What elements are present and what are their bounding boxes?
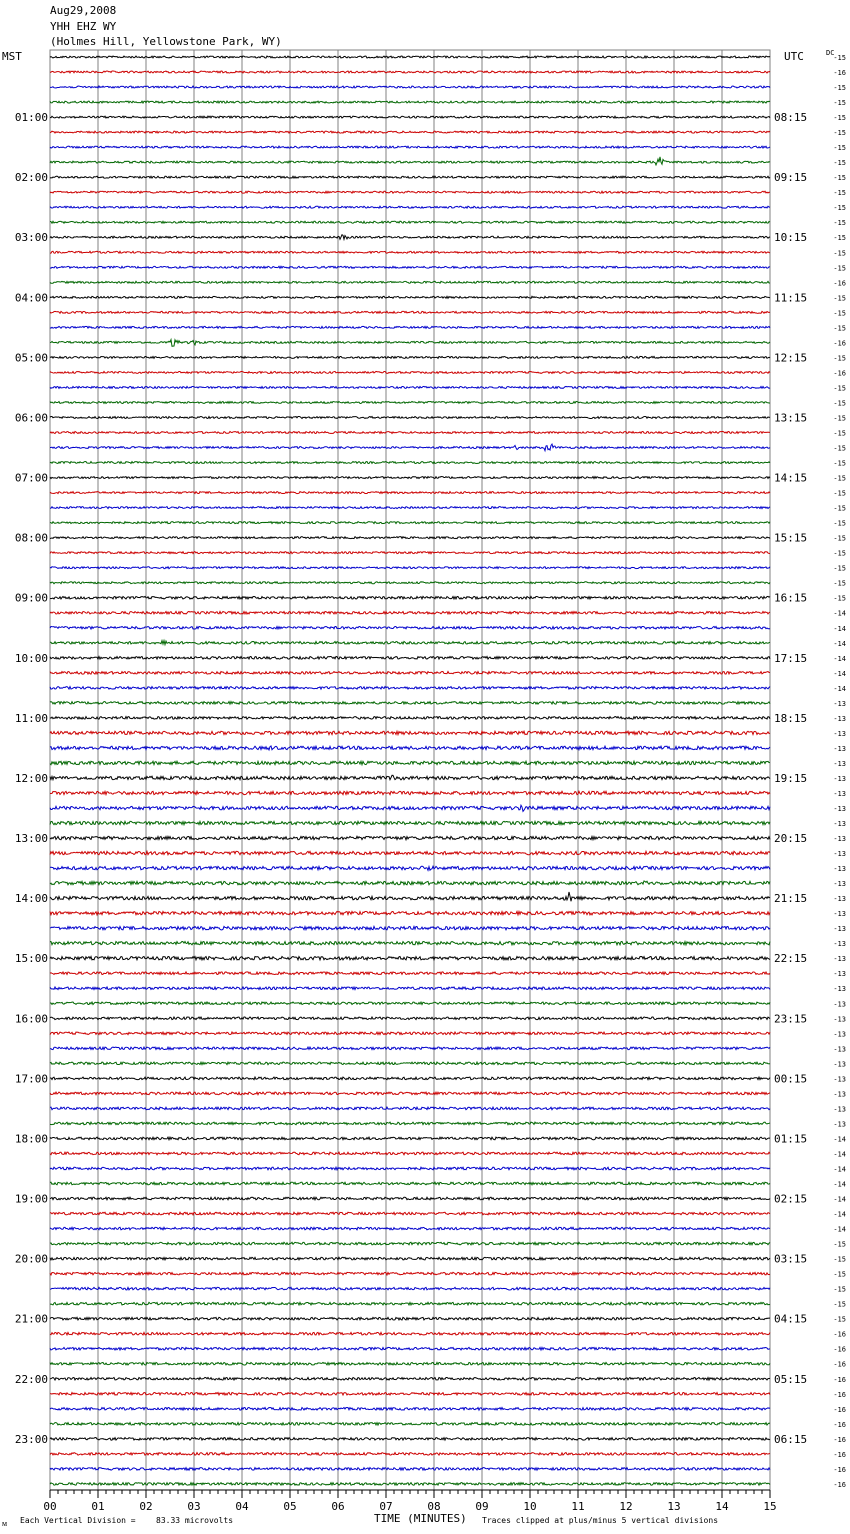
trace-3: [50, 101, 770, 103]
trace-51: [50, 821, 770, 824]
dc-offset-label: -13: [833, 699, 846, 708]
trace-57: [50, 911, 770, 914]
clip-note: Traces clipped at plus/minus 5 vertical divisions: [482, 1516, 719, 1525]
dc-offset-label: -15: [833, 489, 846, 498]
right-hour-label: 01:15: [774, 1132, 808, 1146]
dc-offset-label: -15: [833, 249, 846, 258]
left-hour-label: 03:00: [14, 231, 48, 245]
x-tick-label: 13: [667, 1500, 681, 1513]
trace-6: [50, 146, 770, 148]
trace-68: [50, 1077, 770, 1080]
trace-27: [50, 462, 770, 464]
dc-offset-label: -14: [833, 1180, 846, 1189]
right-hour-label: 15:15: [774, 531, 808, 545]
trace-46: [50, 746, 770, 750]
dc-offset-label: -14: [833, 654, 846, 663]
dc-offset-label: -16: [833, 1450, 846, 1459]
trace-82: [50, 1287, 770, 1290]
dc-offset-label: -16: [833, 1345, 846, 1354]
dc-offset-label: -13: [833, 895, 846, 904]
trace-89: [50, 1392, 770, 1395]
trace-86: [50, 1347, 770, 1350]
trace-56: [50, 892, 770, 901]
dc-offset-label: -15: [833, 519, 846, 528]
dc-offset-label: -15: [833, 54, 846, 62]
trace-28: [50, 477, 770, 479]
dc-offset-label: -15: [833, 414, 846, 423]
trace-74: [50, 1167, 770, 1170]
dc-offset-label: -15: [833, 144, 846, 153]
dc-offset-label: -15: [833, 174, 846, 183]
x-tick-label: 11: [571, 1500, 585, 1513]
left-hour-label: 07:00: [14, 471, 48, 485]
dc-offset-label: -15: [833, 1315, 846, 1324]
dc-offset-label: -15: [833, 1240, 846, 1249]
right-hour-label: 13:15: [774, 411, 808, 425]
dc-offset-label: -15: [833, 189, 846, 198]
dc-offset-label: -13: [833, 850, 846, 859]
right-hour-label: 16:15: [774, 591, 808, 605]
dc-offset-label: -14: [833, 684, 846, 693]
dc-offset-label: -16: [833, 1375, 846, 1384]
right-hour-label: 17:15: [774, 651, 808, 665]
scale-value: 83.33 microvolts: [156, 1516, 234, 1525]
right-hour-label: 03:15: [774, 1252, 808, 1266]
left-hour-label: 04:00: [14, 291, 48, 305]
dc-offset-header: DC: [826, 49, 835, 57]
dc-offset-label: -15: [833, 549, 846, 558]
x-tick-label: 01: [91, 1500, 105, 1513]
trace-48: [50, 775, 770, 780]
right-timezone-label: UTC: [784, 50, 804, 63]
left-hour-label: 10:00: [14, 651, 48, 665]
dc-offset-label: -16: [833, 339, 846, 348]
trace-19: [50, 340, 770, 347]
dc-offset-label: -14: [833, 639, 846, 648]
trace-85: [50, 1332, 770, 1335]
left-hour-label: 08:00: [14, 531, 48, 545]
dc-offset-label: -13: [833, 744, 846, 753]
dc-offset-label: -15: [833, 129, 846, 138]
dc-offset-label: -15: [833, 474, 846, 483]
dc-offset-label: -13: [833, 880, 846, 889]
dc-offset-label: -15: [833, 594, 846, 603]
dc-offset-label: -15: [833, 1255, 846, 1264]
dc-offset-label: -16: [833, 1405, 846, 1414]
dc-offset-label: -15: [833, 99, 846, 108]
dc-offset-label: -15: [833, 159, 846, 168]
trace-40: [50, 657, 770, 660]
x-tick-label: 09: [475, 1500, 489, 1513]
trace-35: [50, 582, 770, 584]
dc-offset-label: -14: [833, 669, 846, 678]
x-tick-label: 02: [139, 1500, 153, 1513]
left-hour-label: 12:00: [14, 771, 48, 785]
trace-53: [50, 851, 770, 854]
trace-91: [50, 1423, 770, 1426]
trace-32: [50, 537, 770, 539]
trace-36: [50, 596, 770, 599]
trace-72: [50, 1137, 770, 1140]
trace-38: [50, 626, 770, 629]
right-hour-label: 19:15: [774, 771, 808, 785]
x-tick-label: 07: [379, 1500, 393, 1513]
dc-offset-label: -15: [833, 219, 846, 228]
dc-offset-label: -13: [833, 805, 846, 813]
dc-offset-label: -16: [833, 1330, 846, 1339]
dc-offset-label: -15: [833, 354, 846, 363]
dc-offset-label: -15: [833, 579, 846, 588]
dc-offset-label: -13: [833, 925, 846, 934]
dc-offset-label: -16: [833, 1435, 846, 1444]
trace-92: [50, 1438, 770, 1441]
right-hour-label: 09:15: [774, 171, 808, 185]
dc-offset-label: -13: [833, 955, 846, 964]
right-hour-label: 18:15: [774, 711, 808, 725]
left-hour-label: 16:00: [14, 1012, 48, 1026]
trace-75: [50, 1182, 770, 1185]
trace-59: [50, 941, 770, 944]
dc-offset-label: -16: [833, 1360, 846, 1369]
right-hour-label: 06:15: [774, 1432, 808, 1446]
trace-49: [50, 791, 770, 794]
right-hour-label: 00:15: [774, 1072, 808, 1086]
left-hour-label: 05:00: [14, 351, 48, 365]
trace-50: [50, 805, 770, 811]
trace-93: [50, 1453, 770, 1456]
trace-80: [50, 1257, 770, 1260]
trace-4: [50, 116, 770, 118]
trace-16: [50, 296, 770, 298]
dc-offset-label: -14: [833, 609, 846, 618]
dc-offset-label: -15: [833, 399, 846, 408]
plot-location: (Holmes Hill, Yellowstone Park, WY): [50, 35, 282, 48]
scale-prefix: Each Vertical Division =: [20, 1516, 136, 1525]
left-hour-label: 17:00: [14, 1072, 48, 1086]
trace-94: [50, 1468, 770, 1471]
dc-offset-label: -13: [833, 1030, 846, 1039]
left-hour-label: 21:00: [14, 1312, 48, 1326]
dc-offset-label: -13: [833, 1090, 846, 1099]
dc-offset-label: -13: [833, 774, 846, 783]
dc-offset-label: -13: [833, 789, 846, 798]
trace-14: [50, 266, 770, 268]
trace-69: [50, 1092, 770, 1095]
trace-24: [50, 416, 770, 418]
trace-54: [50, 866, 770, 870]
trace-73: [50, 1152, 770, 1155]
left-hour-label: 18:00: [14, 1132, 48, 1146]
dc-offset-label: -13: [833, 985, 846, 994]
left-hour-label: 15:00: [14, 952, 48, 966]
trace-66: [50, 1047, 770, 1050]
trace-11: [50, 221, 770, 223]
dc-offset-label: -16: [833, 1465, 846, 1474]
x-tick-label: 10: [523, 1500, 537, 1513]
plot-station: YHH EHZ WY: [50, 20, 117, 33]
trace-20: [50, 356, 770, 358]
dc-offset-label: -15: [833, 534, 846, 543]
trace-15: [50, 281, 770, 283]
dc-offset-label: -16: [833, 279, 846, 288]
trace-2: [50, 86, 770, 88]
left-hour-label: 20:00: [14, 1252, 48, 1266]
dc-offset-label: -16: [833, 1420, 846, 1429]
left-hour-label: 13:00: [14, 832, 48, 846]
trace-33: [50, 552, 770, 554]
trace-60: [50, 957, 770, 960]
dc-offset-label: -13: [833, 1075, 846, 1084]
trace-7: [50, 157, 770, 165]
dc-offset-label: -14: [833, 1135, 846, 1144]
dc-offset-label: -15: [833, 504, 846, 513]
dc-offset-label: -13: [833, 820, 846, 829]
right-hour-label: 11:15: [774, 291, 808, 305]
plot-date: Aug29,2008: [50, 4, 117, 17]
dc-offset-label: -14: [833, 624, 846, 633]
x-tick-label: 04: [235, 1500, 249, 1513]
dc-offset-label: -15: [833, 309, 846, 318]
right-hour-label: 20:15: [774, 832, 808, 846]
trace-13: [50, 251, 770, 253]
right-hour-label: 21:15: [774, 892, 808, 906]
dc-offset-label: -15: [833, 114, 846, 123]
trace-77: [50, 1212, 770, 1215]
trace-44: [50, 717, 770, 720]
dc-offset-label: -16: [833, 69, 846, 78]
trace-81: [50, 1272, 770, 1275]
dc-offset-label: -13: [833, 759, 846, 768]
right-hour-label: 22:15: [774, 952, 808, 966]
corner-mark: ᴍ: [2, 1519, 8, 1528]
dc-offset-label: -13: [833, 1000, 846, 1009]
trace-62: [50, 987, 770, 990]
trace-34: [50, 567, 770, 569]
dc-offset-label: -14: [833, 1195, 846, 1204]
dc-offset-label: -15: [833, 1285, 846, 1294]
right-hour-label: 10:15: [774, 231, 808, 245]
left-hour-label: 06:00: [14, 411, 48, 425]
trace-45: [50, 731, 770, 734]
dc-offset-label: -13: [833, 729, 846, 738]
dc-offset-label: -13: [833, 1060, 846, 1069]
trace-90: [50, 1408, 770, 1411]
dc-offset-label: -16: [833, 1480, 846, 1489]
right-hour-label: 08:15: [774, 111, 808, 125]
trace-67: [50, 1062, 770, 1065]
trace-84: [50, 1317, 770, 1320]
dc-offset-label: -15: [833, 324, 846, 333]
trace-65: [50, 1032, 770, 1035]
right-hour-label: 14:15: [774, 471, 808, 485]
x-tick-label: 06: [331, 1500, 345, 1513]
trace-64: [50, 1017, 770, 1020]
dc-offset-label: -13: [833, 1120, 846, 1129]
dc-offset-label: -13: [833, 714, 846, 723]
left-hour-label: 01:00: [14, 111, 48, 125]
trace-37: [50, 611, 770, 614]
dc-offset-label: -15: [833, 204, 846, 213]
left-hour-label: 14:00: [14, 892, 48, 906]
trace-52: [50, 836, 770, 839]
dc-offset-label: -13: [833, 910, 846, 919]
x-tick-label: 03: [187, 1500, 201, 1513]
left-hour-label: 19:00: [14, 1192, 48, 1206]
x-axis-title: TIME (MINUTES): [374, 1512, 467, 1525]
trace-9: [50, 191, 770, 193]
dc-offset-label: -13: [833, 1015, 846, 1024]
x-tick-label: 00: [43, 1500, 57, 1513]
trace-30: [50, 507, 770, 509]
right-hour-label: 02:15: [774, 1192, 808, 1206]
trace-17: [50, 311, 770, 313]
trace-1: [50, 71, 770, 73]
trace-10: [50, 206, 770, 208]
trace-79: [50, 1242, 770, 1245]
dc-offset-label: -15: [833, 234, 846, 243]
dc-offset-label: -16: [833, 369, 846, 378]
trace-76: [50, 1197, 770, 1200]
left-hour-label: 02:00: [14, 171, 48, 185]
dc-offset-label: -14: [833, 1165, 846, 1174]
trace-71: [50, 1122, 770, 1125]
trace-83: [50, 1302, 770, 1305]
dc-offset-label: -15: [833, 459, 846, 468]
dc-offset-label: -13: [833, 865, 846, 874]
trace-61: [50, 972, 770, 975]
dc-offset-label: -16: [833, 1390, 846, 1399]
trace-0: [50, 56, 770, 58]
left-hour-label: 11:00: [14, 711, 48, 725]
right-hour-label: 12:15: [774, 351, 808, 365]
left-timezone-label: MST: [2, 50, 22, 63]
trace-95: [50, 1483, 770, 1486]
trace-8: [50, 176, 770, 178]
trace-42: [50, 687, 770, 690]
trace-39: [50, 641, 770, 645]
dc-offset-label: -15: [833, 429, 846, 438]
dc-offset-label: -15: [833, 264, 846, 273]
right-hour-label: 23:15: [774, 1012, 808, 1026]
trace-23: [50, 401, 770, 403]
dc-offset-label: -15: [833, 444, 846, 453]
dc-offset-label: -15: [833, 384, 846, 393]
dc-offset-label: -13: [833, 1045, 846, 1054]
dc-offset-label: -14: [833, 1150, 846, 1159]
trace-63: [50, 1002, 770, 1005]
x-tick-label: 08: [427, 1500, 441, 1513]
dc-offset-label: -15: [833, 564, 846, 573]
trace-43: [50, 702, 770, 705]
dc-offset-label: -13: [833, 835, 846, 844]
right-hour-label: 05:15: [774, 1372, 808, 1386]
right-hour-label: 04:15: [774, 1312, 808, 1326]
dc-offset-label: -13: [833, 1105, 846, 1114]
trace-5: [50, 131, 770, 133]
dc-offset-label: -14: [833, 1225, 846, 1234]
trace-55: [50, 881, 770, 885]
trace-26: [50, 444, 770, 451]
trace-58: [50, 926, 770, 929]
trace-25: [50, 432, 770, 434]
x-tick-label: 12: [619, 1500, 633, 1513]
x-tick-label: 14: [715, 1500, 729, 1513]
x-tick-label: 05: [283, 1500, 297, 1513]
dc-offset-label: -15: [833, 84, 846, 93]
trace-18: [50, 326, 770, 328]
dc-offset-label: -14: [833, 1210, 846, 1219]
dc-offset-label: -13: [833, 970, 846, 979]
dc-offset-label: -15: [833, 1300, 846, 1309]
trace-29: [50, 492, 770, 494]
trace-70: [50, 1107, 770, 1110]
dc-offset-label: -15: [833, 294, 846, 303]
x-tick-label: 15: [763, 1500, 777, 1513]
trace-12: [50, 235, 770, 240]
left-hour-label: 22:00: [14, 1372, 48, 1386]
dc-offset-label: -13: [833, 940, 846, 949]
trace-47: [50, 761, 770, 764]
trace-88: [50, 1377, 770, 1380]
trace-22: [50, 386, 770, 388]
trace-87: [50, 1362, 770, 1365]
left-hour-label: 09:00: [14, 591, 48, 605]
dc-offset-label: -15: [833, 1270, 846, 1279]
trace-21: [50, 371, 770, 373]
trace-41: [50, 672, 770, 675]
trace-78: [50, 1227, 770, 1230]
left-hour-label: 23:00: [14, 1432, 48, 1446]
trace-31: [50, 522, 770, 524]
